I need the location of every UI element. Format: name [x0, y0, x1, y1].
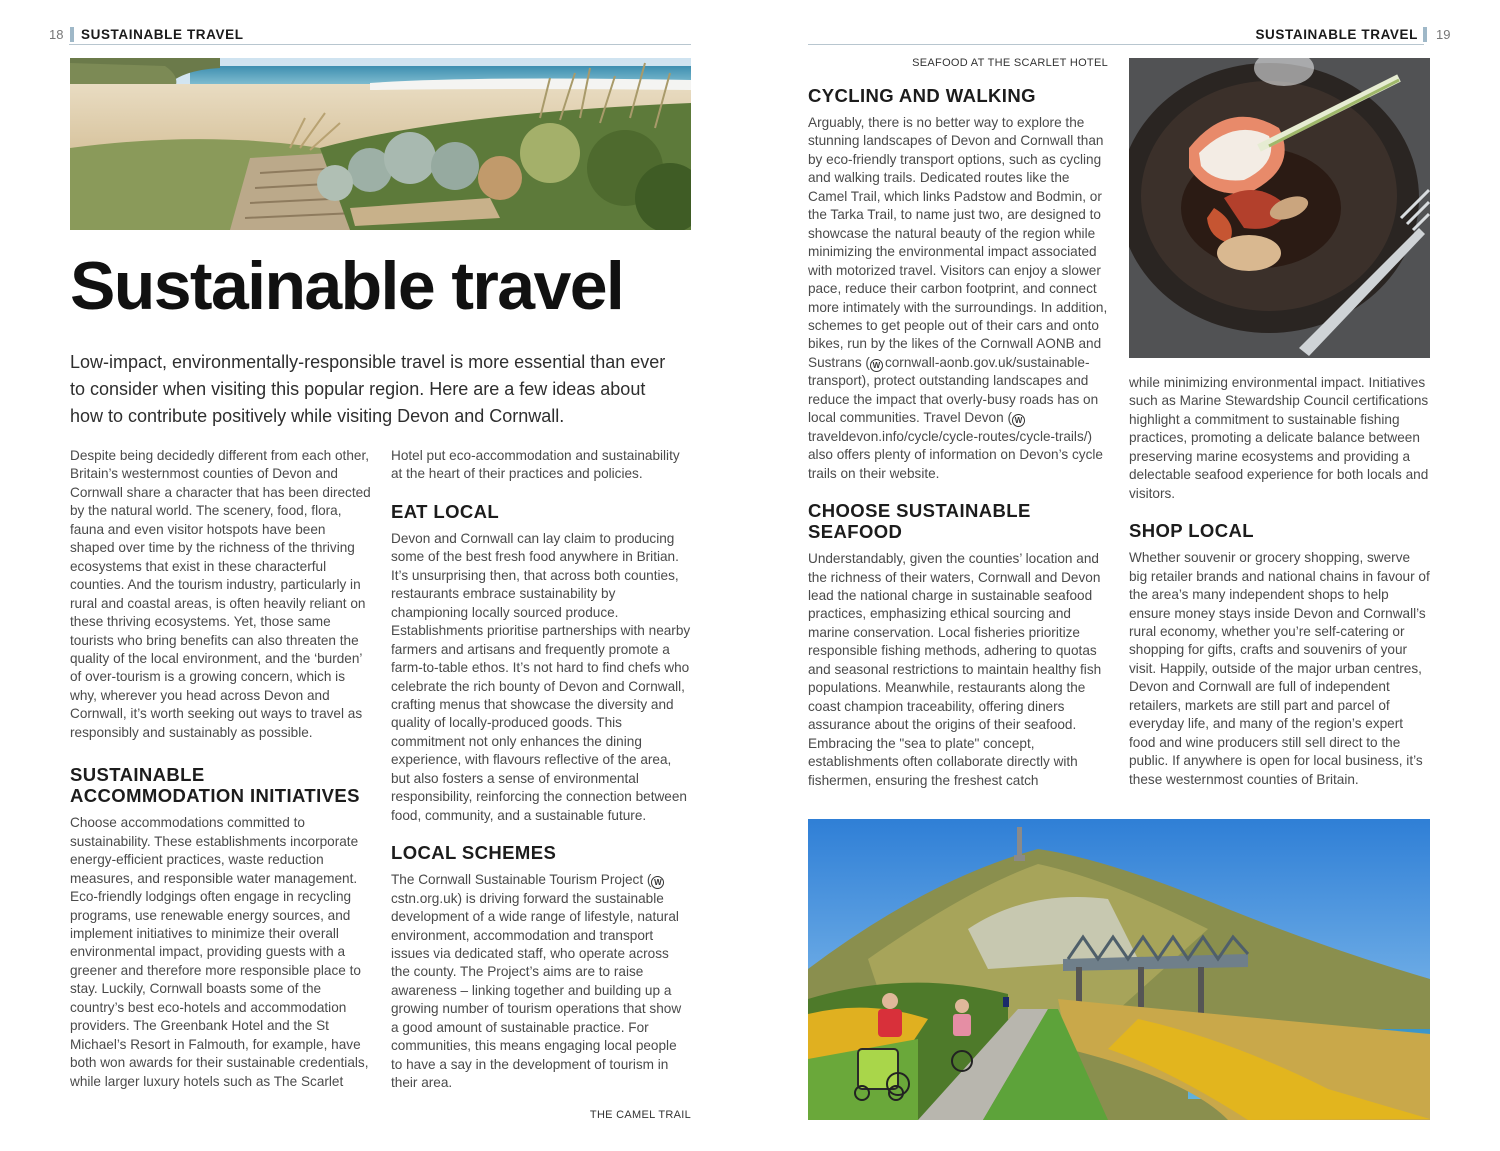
heading-cycling-walking: CYCLING AND WALKING [808, 85, 1036, 106]
intro-body-paragraph: Despite being decidedly different from each other, Britain’s westernmost counties of Devon and Cornwall share a character that has been directed by the natural world. The scenery, food, flora, fauna and even visitor hotspots have been shaped over time by the richness of the thriving ecosystems that exist in these characterful counties. And the tourism industry, particularly in rural and coastal areas, is often heavily reliant on these thriving ecosystems. Yet, those same tourists who bring benefits can also threaten the quality of the local environment, and the ‘burden’ of over-tourism is a growing concern, which is why, wherever you head across Devon and Cornwall, it’s worth seeking out ways to travel as responsibly and sustainably as possible. [70, 448, 371, 740]
right-page-number: 19 [1436, 27, 1451, 42]
right-column-2 [1129, 374, 1430, 789]
web-icon: W [1012, 414, 1025, 427]
local-schemes-text-2: ) is driving forward the sustainable development of a wide range of lifestyle, natural environment, accommodation and transport issues via dedicated staff, who operate across the county. The Project’s aims are to raise awareness – linking together and building up a growing number of tourism operations that show a good amount of sustainable practice. For communities, this means engaging local people to have a say in the development of tourism in their area. [391, 890, 682, 1091]
right-header-rule [808, 44, 1424, 45]
local-schemes-paragraph [391, 871, 691, 1092]
heading-sustainable-seafood: CHOOSE SUSTAINABLE SEAFOOD [808, 500, 1031, 543]
cycling-text-1: Arguably, there is no better way to explore the stunning landscapes of Devon and Cornwall than by eco-friendly transport options, such as cycling and walking trails. Dedicated routes like the Camel Trail, which links Padstow and Bodmin, or the Tarka Trail, to name just two, are designed to showcase the natural beauty of the region while minimizing the environmental impact associated with motorized travel. Visitors can enjoy a slower pace, reduce their carbon footprint, and connect more intimately with the surroundings. In addition, schemes to get people out of their cars and onto bikes, run by the likes of the Cornwall AONB and Sustrans ( [808, 115, 1108, 370]
heading-shop-local: SHOP LOCAL [1129, 520, 1254, 542]
left-column-2 [391, 447, 691, 1093]
cycling-text-2: ), protect outstanding landscapes and reduce the impact that overly-busy roads has on local communities. Travel Devon ( [808, 373, 1099, 426]
travel-devon-link[interactable]: traveldevon.info/cycle/cycle-routes/cycle-trails/ [808, 428, 1088, 444]
web-icon: W [651, 876, 664, 889]
right-running-head: SUSTAINABLE TRAVEL [1255, 27, 1418, 42]
seafood-photo [1129, 58, 1430, 358]
local-schemes-text-1: The Cornwall Sustainable Tourism Project ( [391, 872, 652, 888]
left-page-number: 18 [49, 27, 64, 42]
web-icon: W [870, 359, 883, 372]
running-head-marker-right [1423, 27, 1427, 42]
intro-paragraph: Low-impact, environmentally-responsible travel is more essential than ever to consider when visiting this popular region. Here are a few ideas about how to contribute positively while visiting Devon and Cornwall. [70, 352, 666, 426]
accommodation-paragraph: Choose accommodations committed to sustainability. These establishments incorporate energy-efficient practices, waste reduction measures, and responsible water management. Eco-friendly lodgings often engage in recycling programs, use renewable energy sources, and implement initiatives to minimize their overall environmental impact, providing guests with a greener and therefore more responsible place to stay. Luckily, Cornwall boasts some of the country’s best eco-hotels and accommodation providers. The Greenbank Hotel and the St Michael’s Resort in Falmouth, for example, have both won awards for their sustainable credentials, while larger luxury hotels such as The Scarlet [70, 815, 369, 1089]
seafood-continuation: while minimizing environmental impact. Initiatives such as Marine Stewardship Council certifications highlight a commitment to sustainable fishing practices, promoting a delicate balance between preserving marine ecosystems and providing a delectable seafood experience for both locals and visitors. [1129, 375, 1429, 501]
left-running-head: SUSTAINABLE TRAVEL [81, 27, 244, 42]
cycling-text-3: ) also offers plenty of information on Devon’s cycle trails on their website. [808, 428, 1103, 481]
eat-local-paragraph: Devon and Cornwall can lay claim to producing some of the best fresh food anywhere in Britian. It’s unsurprising then, that across both counties, restaurants embrace sustainability by championing locally sourced produce. Establishments prioritise partnerships with nearby farmers and artisans and frequently promote a farm-to-table ethos. It’s not hard to find chefs who celebrate the rich bounty of Devon and Cornwall, crafting menus that showcase the diversity and quality of locally-produced goods. This commitment not only enhances the dining experience, with flavours reflective of the area, but also fosters a sense of environmental responsibility, reinforcing the connection between food, community, and a sustainable future. [391, 530, 691, 823]
seafood-paragraph: Understandably, given the counties’ location and the richness of their waters, Cornwall and Devon lead the national charge in sustainable seafood practices, emphasizing ethical sourcing and marine conservation. Local fisheries prioritize responsible fishing methods, adhering to quotas and seasonal restrictions to maintain healthy fish populations. Meanwhile, restaurants along the coast champion traceability, offering diners assurance about the origins of their seafood. Embracing the "sea to plate" concept, establishments often collaborate directly with fishermen, ensuring the freshest catch [808, 551, 1102, 788]
running-head-marker [70, 27, 74, 42]
heading-accommodation-line1: SUSTAINABLE [70, 764, 205, 786]
left-column-1 [70, 447, 372, 1091]
page-title: Sustainable travel [70, 248, 624, 324]
seafood-caption: SEAFOOD AT THE SCARLET HOTEL [912, 57, 1108, 69]
heading-local-schemes: LOCAL SCHEMES [391, 842, 557, 864]
cycling-paragraph [808, 114, 1112, 483]
heading-eat-local: EAT LOCAL [391, 500, 500, 522]
camel-trail-caption: THE CAMEL TRAIL [589, 1109, 691, 1121]
shop-local-paragraph: Whether souvenir or grocery shopping, swerve big retailer brands and national chains in favour of the area’s many independent shops to help ensure money stays inside Devon and Cornwall’s rural economy, whether you’re self-catering or shopping for gifts, crafts and souvenirs of your visit. Happily, outside of the major urban centres, Devon and Cornwall are full of independent retailers, markets are still part and parcel of everyday life, and many of the region’s expert food and wine producers still sell direct to the public. If anywhere is open for local business, it’s these westernmost counties of Britain. [1129, 550, 1430, 787]
cornwall-aonb-link[interactable]: cornwall-aonb.gov.uk/sustainable-transport [808, 354, 1090, 389]
accommodation-continuation: Hotel put eco-accommodation and sustainability at the heart of their practices and policies. [391, 448, 680, 482]
heading-accommodation-line2: ACCOMMODATION INITIATIVES [70, 785, 360, 807]
camel-trail-photo [808, 819, 1430, 1120]
beach-photo [70, 58, 691, 230]
left-header-rule [69, 44, 691, 45]
right-column-1 [808, 85, 1112, 790]
cstn-link[interactable]: cstn.org.uk [391, 890, 458, 906]
